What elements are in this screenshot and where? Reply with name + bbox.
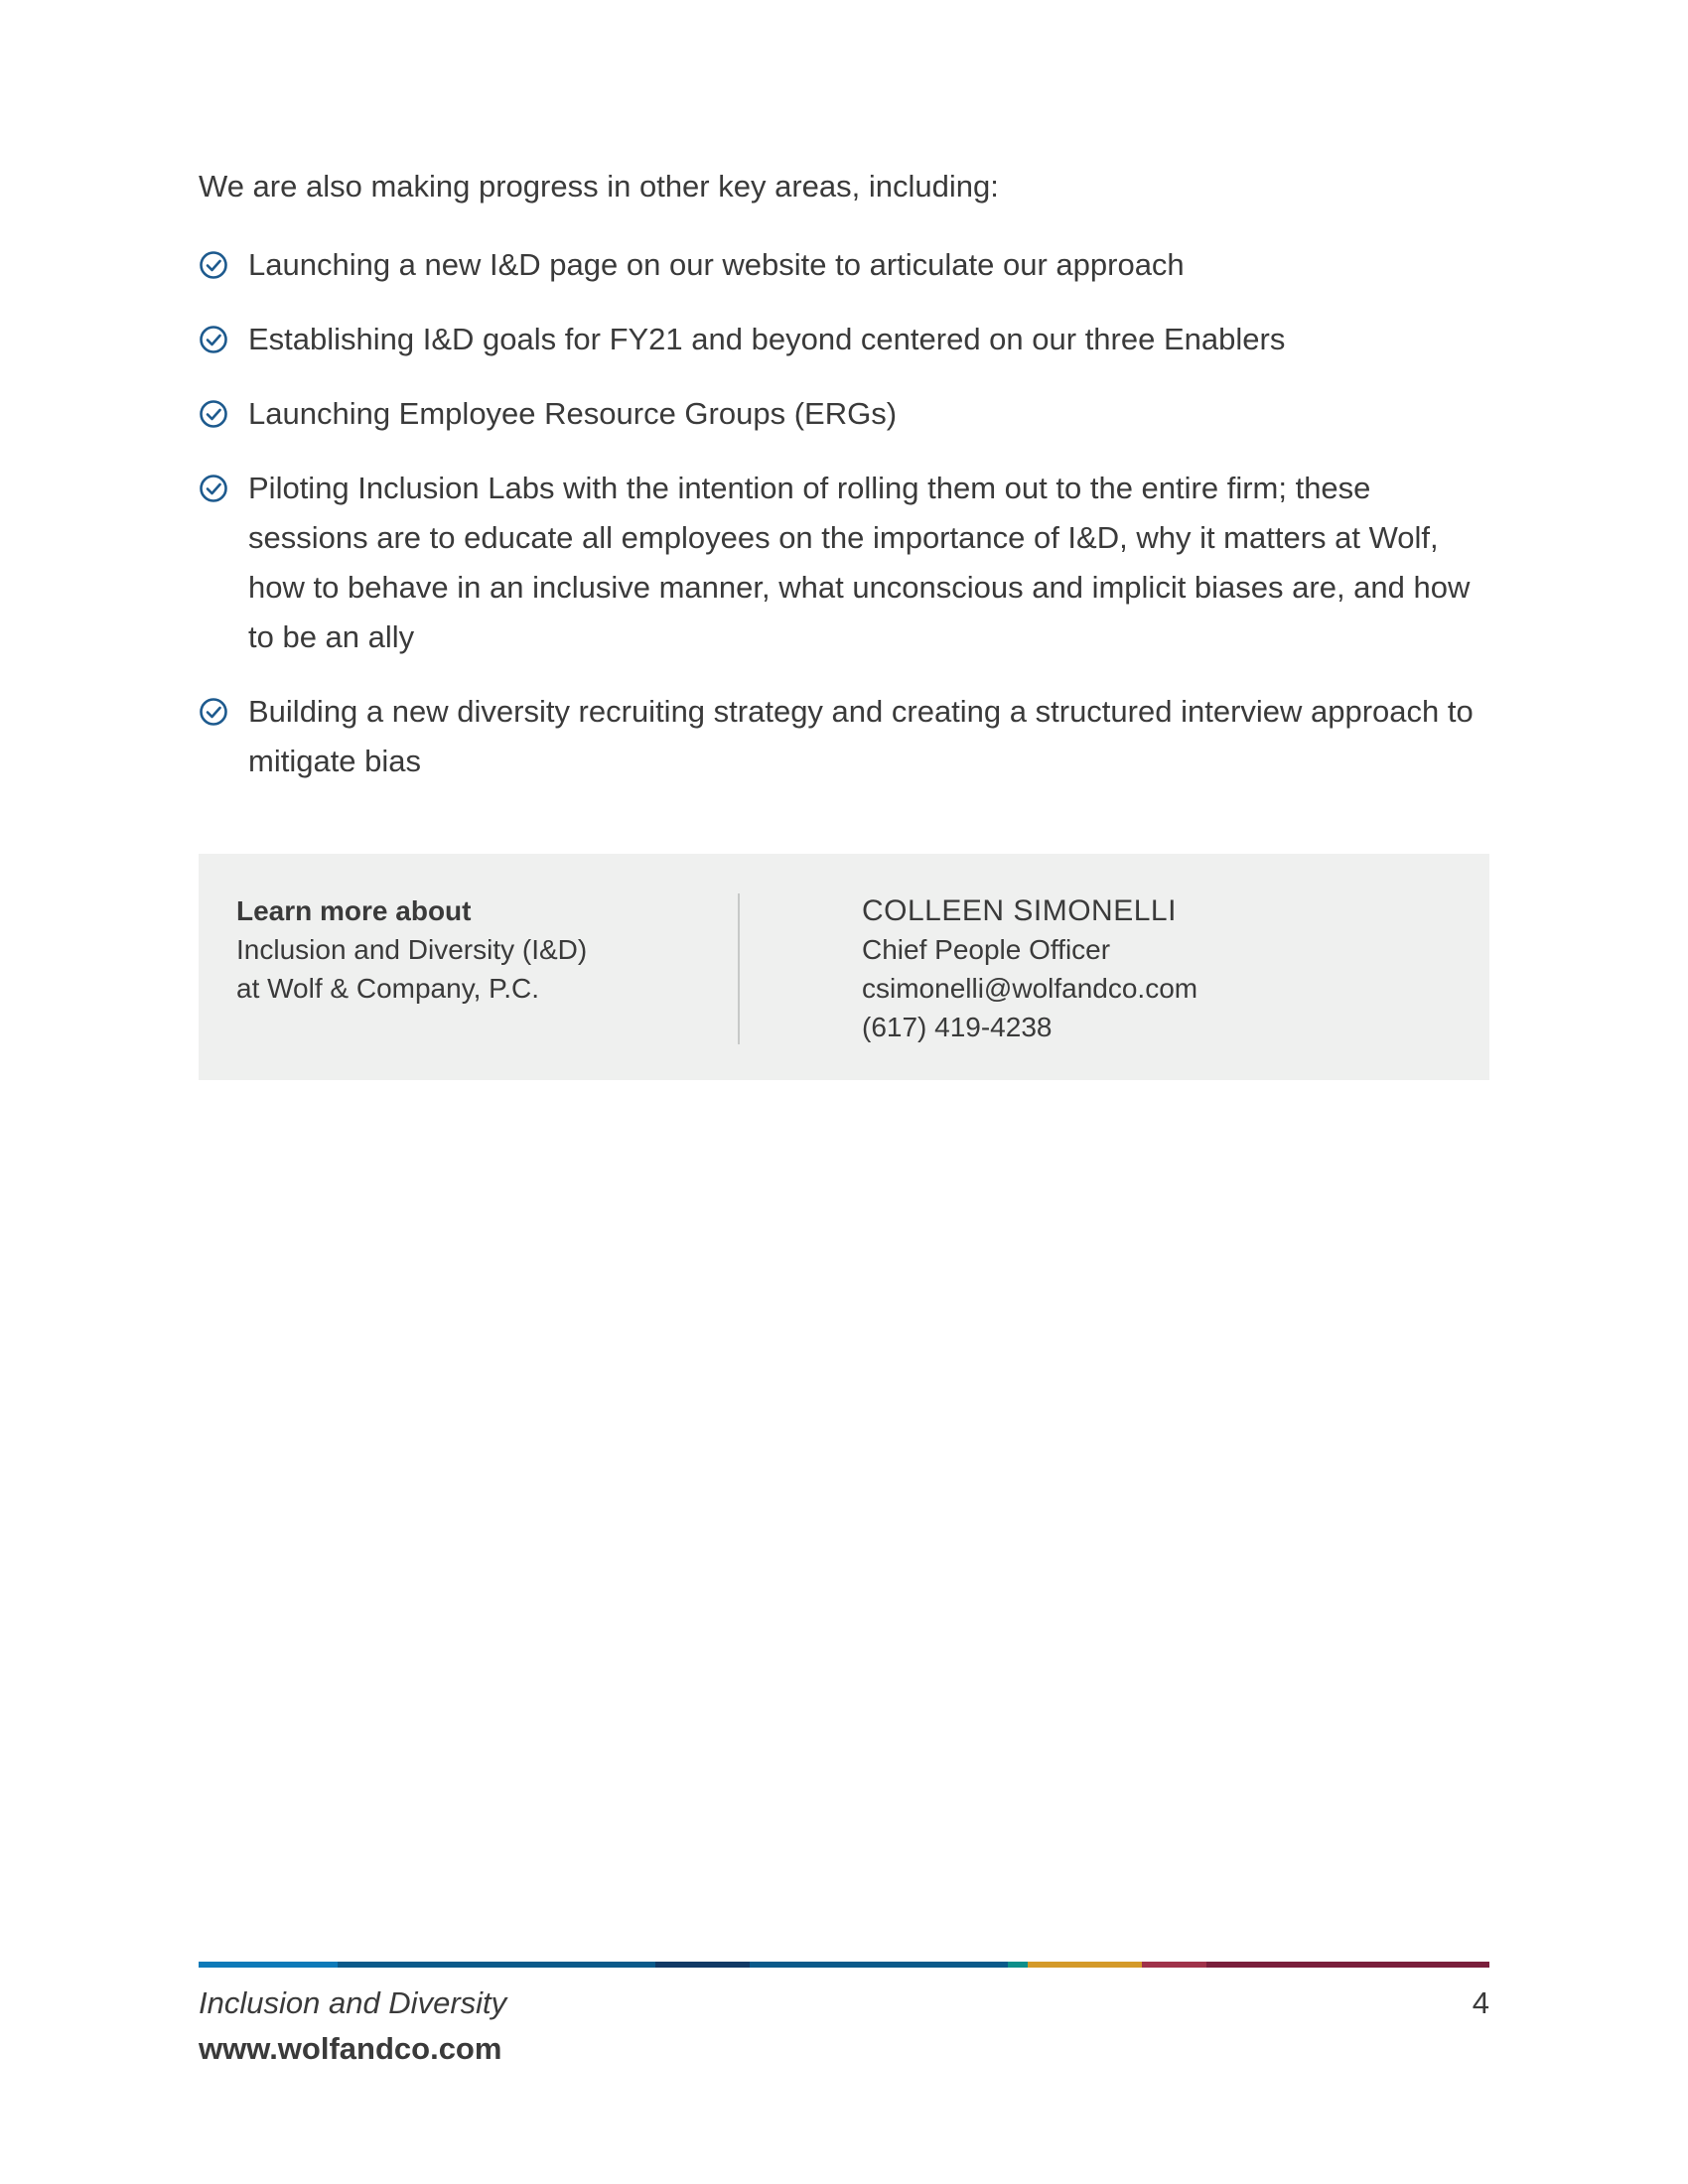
vertical-divider: [738, 893, 740, 1044]
contact-title: Chief People Officer: [862, 934, 1111, 965]
contact-block: [862, 891, 1197, 1046]
rule-segment: [199, 1962, 338, 1968]
contact-name: COLLEEN SIMONELLI: [862, 894, 1177, 927]
list-item: [199, 687, 1489, 786]
list-item-text: Launching a new I&D page on our website to articulate our approach: [248, 247, 1185, 282]
learn-more-line: Inclusion and Diversity (I&D): [236, 934, 588, 965]
rule-segment: [1028, 1962, 1142, 1968]
rule-segment: [655, 1962, 750, 1968]
list-item: [199, 315, 1489, 364]
check-circle-icon: [199, 697, 228, 727]
check-circle-icon: [199, 325, 228, 354]
rule-segment: [750, 1962, 1008, 1968]
learn-more-heading: Learn more about: [236, 895, 472, 926]
rule-segment: [1206, 1962, 1489, 1968]
footer-color-rule: [199, 1962, 1489, 1968]
check-circle-icon: [199, 250, 228, 280]
list-item-text: Piloting Inclusion Labs with the intention of rolling them out to the entire firm; these sessions are to educate all employees on the importance of I&D, why it matters at Wolf, how to behave in an inclusive manner, what unconscious and implicit biases are, and how to be an ally: [248, 471, 1471, 654]
list-item-text: Establishing I&D goals for FY21 and beyond centered on our three Enablers: [248, 322, 1286, 356]
footer-document-title: Inclusion and Diversity: [199, 1985, 507, 2020]
learn-more-block: [236, 891, 587, 1008]
check-circle-icon: [199, 474, 228, 503]
progress-list: [199, 240, 1489, 811]
list-item: [199, 389, 1489, 439]
rule-segment: [338, 1962, 655, 1968]
footer-website-link[interactable]: www.wolfandco.com: [199, 2031, 502, 2066]
list-item: [199, 464, 1489, 662]
list-item: [199, 240, 1489, 290]
list-item-text: Building a new diversity recruiting strategy and creating a structured interview approach to mitigate bias: [248, 694, 1474, 778]
intro-paragraph: We are also making progress in other key areas, including:: [199, 169, 999, 204]
learn-more-line: at Wolf & Company, P.C.: [236, 973, 540, 1004]
list-item-text: Launching Employee Resource Groups (ERGs): [248, 396, 898, 431]
rule-segment: [1008, 1962, 1028, 1968]
contact-phone: (617) 419-4238: [862, 1012, 1053, 1042]
rule-segment: [1142, 1962, 1206, 1968]
contact-email-link[interactable]: csimonelli@wolfandco.com: [862, 973, 1198, 1004]
check-circle-icon: [199, 399, 228, 429]
contact-info-box: [199, 854, 1489, 1080]
page-number: 4: [1472, 1985, 1489, 2020]
